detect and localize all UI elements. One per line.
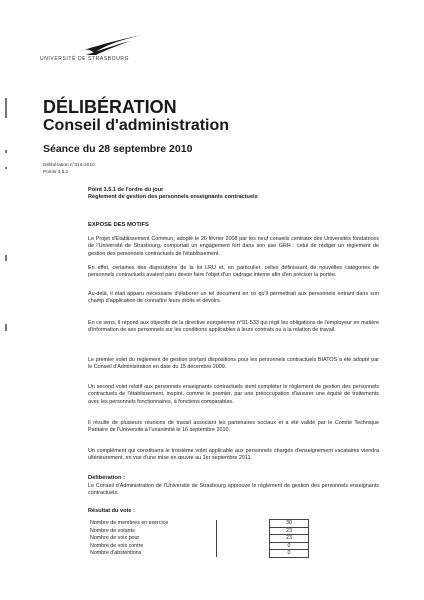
vote-label: Nombre d'abstentions <box>88 550 217 558</box>
point-ref: Points 3.5.1 <box>43 170 69 175</box>
deliberation-title: Délibération : <box>88 475 126 481</box>
document-subtitle: Conseil d'administration <box>43 117 230 134</box>
vote-result-title: Résultat du vote : <box>88 508 135 514</box>
deliberation-text: Le Conseil d'Administration de l'Université de Strasbourg approuve le règlement de gestion des personnels enseignants contractuels. <box>88 483 379 497</box>
vote-label: Nombre de voix contre <box>88 542 217 550</box>
deliberation-ref: Délibération n°316-2010 <box>43 163 95 168</box>
vote-result-table <box>88 519 309 558</box>
vote-value: 23 <box>270 527 309 535</box>
university-logo <box>40 34 150 68</box>
expose-paragraph: Un second volet relatif aux personnels enseignants contractuels vient compléter le règlement de gestion des personnels contractuels de l'établissement, inspiré, comme le premier, par une préoccupation d'assurer une équité de traitements avec les personnels fonctionnaires, à fonctions comparables. <box>88 384 379 405</box>
logo-text: UNIVERSITÉ DE STRASBOURG <box>40 56 130 62</box>
document-title: DÉLIBÉRATION <box>43 97 177 117</box>
expose-paragraph: Le Projet d'Etablissement Commun, adopté le 26 février 2008 par les neuf conseils centraux des Universités fondatrices de l'Université de Strasbourg, comportait un engagement fort dans son axe GRH : celui de rédiger un règlement de gestion des personnels contractuels de l'établissement. <box>88 236 379 257</box>
table-row <box>88 535 309 543</box>
table-row <box>88 520 309 528</box>
vote-label: Nombre de votants <box>88 527 217 535</box>
vote-value: 23 <box>270 535 309 543</box>
vote-value: 30 <box>270 520 309 528</box>
table-row <box>88 527 309 535</box>
expose-paragraph: En effet, certaines des dispositions de la loi LRU et, en particulier, celles définissant de nouvelles catégories de personnels contractuels avaient paru devoir faire l'objet d'un cadrage interne afin d'en préciser la portée. <box>88 265 379 279</box>
expose-paragraph: Un complément qui constituera le troisième volet applicable aux personnels chargés d'enseignement vacataires viendra ultérieurement, en vue d'une mise en œuvre au 1er septembre 2011. <box>88 448 379 462</box>
scan-margin-marks <box>0 0 12 600</box>
logo-swoosh-icon <box>78 34 144 56</box>
expose-title: EXPOSE DES MOTIFS <box>88 222 149 228</box>
vote-label: Nombre de membres en exercice <box>88 520 217 528</box>
table-row <box>88 550 309 558</box>
expose-paragraph: Il résulte de plusieurs réunions de travail associant les partenaires sociaux et a été validé par le Comité Technique Paritaire de l'Université à l'unanimité le 16 septembre 2010. <box>88 420 379 434</box>
table-row <box>88 542 309 550</box>
expose-paragraph: Le premier volet du règlement de gestion portant dispositions pour les personnels contractuels BIATOS a été adopté par le Conseil d'Administration en date du 15 décembre 2009. <box>88 357 379 371</box>
agenda-title: Règlement de gestion des personnels enseignants contractuels <box>88 194 258 200</box>
vote-value: 0 <box>270 550 309 558</box>
expose-paragraph: Au-delà, il était apparu nécessaire d'élaborer un tel document en ce qu'il permettrait aux personnels entrant dans son champ d'application de connaître leurs droits et devoirs. <box>88 291 379 305</box>
vote-label: Nombre de voix pour <box>88 535 217 543</box>
vote-value: 0 <box>270 542 309 550</box>
agenda-point: Point 3.5.1 de l'ordre du jour <box>88 187 164 193</box>
session-date: Séance du 28 septembre 2010 <box>43 143 193 155</box>
expose-paragraph: En ce sens, il répond aux objectifs de la directive européenne n°91-533 qui régit les obligations de l'employeur en matière d'information de ses personnels sur les conditions applicables à leurs contrats ou à la relation de travail. <box>88 320 379 334</box>
